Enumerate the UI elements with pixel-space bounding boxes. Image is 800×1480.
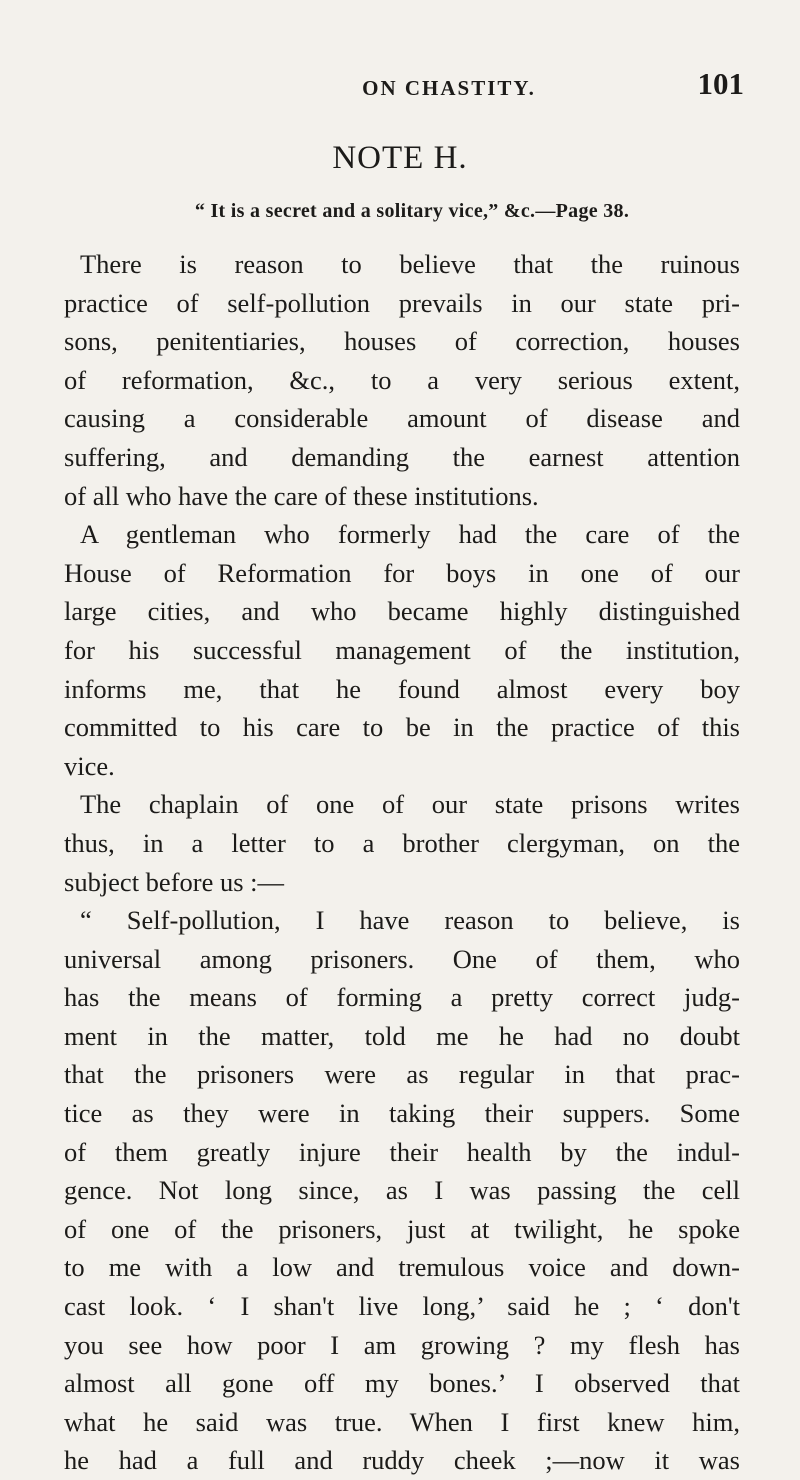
text-line: large cities, and who became highly distinguished <box>64 596 740 627</box>
text-line: almost all gone off my bones.’ I observed that <box>64 1368 740 1399</box>
text-line: suffering, and demanding the earnest attention <box>64 441 740 472</box>
text-line: of all who have the care of these institutions. <box>64 480 539 511</box>
page-number: 101 <box>697 66 744 101</box>
text-line: “ Self-pollution, I have reason to believe, is <box>80 905 740 936</box>
text-line: that the prisoners were as regular in that prac- <box>64 1059 740 1090</box>
note-title: NOTE H. <box>332 140 468 176</box>
running-head <box>64 58 744 101</box>
text-line: cast look. ‘ I shan't live long,’ said he ; ‘ don't <box>64 1291 740 1322</box>
text-line: House of Reformation for boys in one of our <box>64 557 740 588</box>
text-line: he had a full and ruddy cheek ;—now it was <box>64 1445 740 1476</box>
text-line: sons, penitentiaries, houses of correction, houses <box>64 326 740 357</box>
text-line: thus, in a letter to a brother clergyman, on the <box>64 827 740 858</box>
text-line: subject before us :— <box>64 866 285 897</box>
text-line: for his successful management of the institution, <box>64 634 740 665</box>
text-line: you see how poor I am growing ? my flesh has <box>64 1329 740 1360</box>
epigraph: “ It is a secret and a solitary vice,” &c.—Page 38. <box>194 200 630 222</box>
text-line: to me with a low and tremulous voice and down- <box>64 1252 740 1283</box>
text-line: practice of self-pollution prevails in our state pri- <box>64 287 740 318</box>
text-line: of them greatly injure their health by the indul- <box>64 1136 740 1167</box>
text-line: The chaplain of one of our state prisons writes <box>80 789 740 820</box>
text-line: universal among prisoners. One of them, who <box>64 943 740 974</box>
text-line: causing a considerable amount of disease and <box>64 403 740 434</box>
text-line: has the means of forming a pretty correct judg- <box>64 982 740 1013</box>
text-line: tice as they were in taking their suppers. Some <box>64 1098 740 1129</box>
text-line: There is reason to believe that the ruinous <box>80 249 740 279</box>
text-line: A gentleman who formerly had the care of the <box>80 519 740 550</box>
text-line: of reformation, &c., to a very serious extent, <box>64 364 740 395</box>
text-line: what he said was true. When I first knew him, <box>64 1406 740 1437</box>
text-line: committed to his care to be in the practice of this <box>64 712 740 743</box>
body-text <box>64 245 740 1480</box>
text-line: vice. <box>64 750 115 781</box>
text-line: gence. Not long since, as I was passing the cell <box>64 1175 740 1206</box>
text-line: informs me, that he found almost every boy <box>64 673 740 704</box>
text-line: of one of the prisoners, just at twilight, he spoke <box>64 1213 740 1244</box>
running-title: ON CHASTITY. <box>362 76 536 100</box>
text-line: ment in the matter, told me he had no doubt <box>64 1020 740 1051</box>
